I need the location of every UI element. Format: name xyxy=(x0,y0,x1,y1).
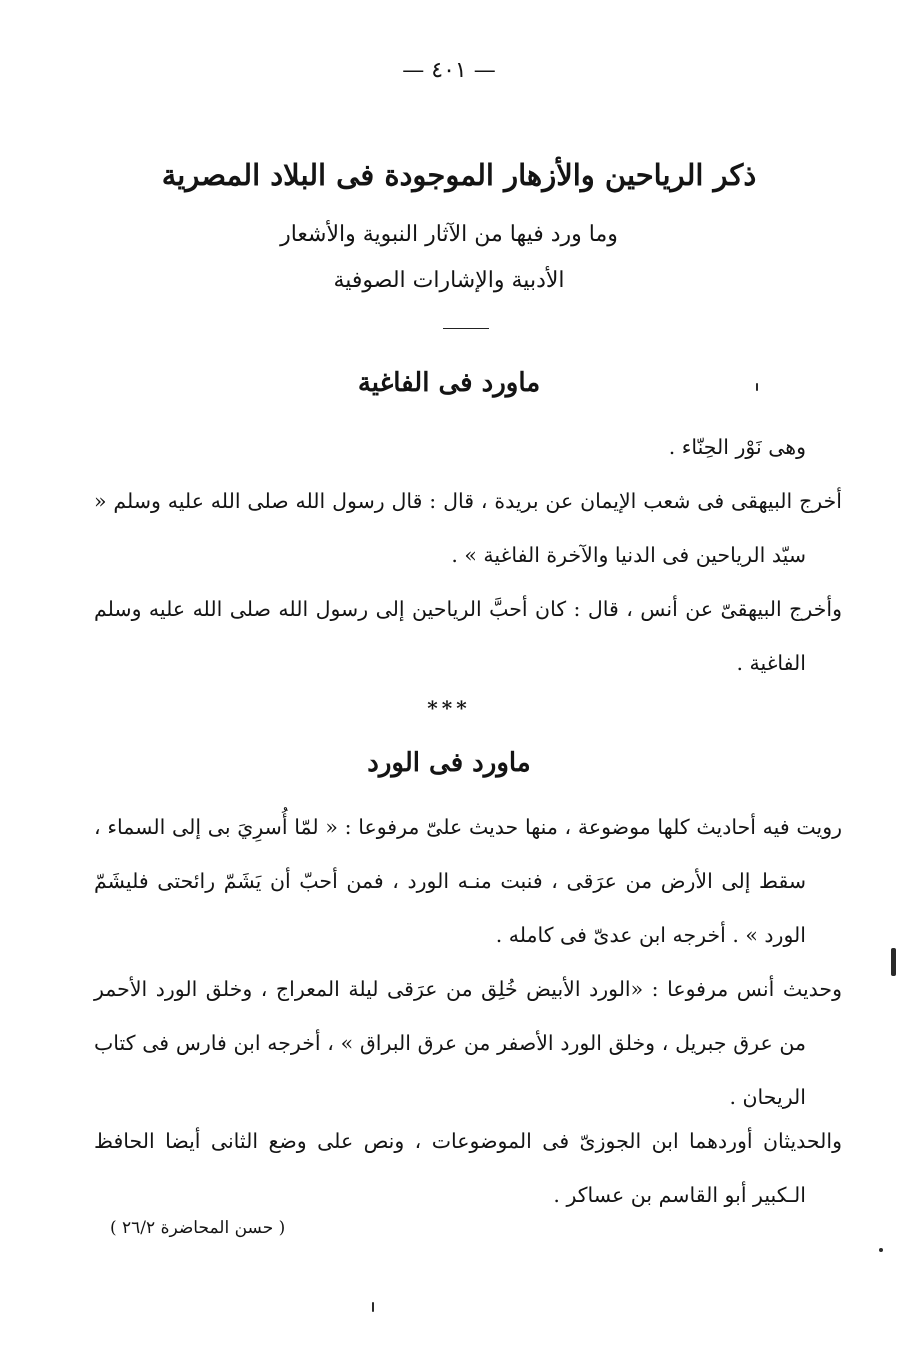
paragraph: وحديث أنس مرفوعا : «الورد الأبيض خُلِق من عرَقى ليلة المعراج ، وخلق الورد الأحمر من عرق جبريل ، وخلق الورد الأصفر من عرق البراق » ، أخرجه ابن فارس فى كتاب الريحان . xyxy=(94,977,842,1109)
paragraph: رويت فيه أحاديث كلها موضوعة ، منها حديث علىّ مرفوعا : « لمّا أُسرِيَ بى إلى السماء ، سقط إلى الأرض من عرَقى ، فنبت منـه الورد ، فمن أحبّ أن يَشَمّ رائحتى فليشَمّ الورد » . أخرجه ابن عدىّ فى كامله . xyxy=(94,815,842,947)
paragraph: وأخرج البيهقىّ عن أنس ، قال : كان أحبَّ الرياحين إلى رسول الله صلى الله عليه وسلم الفاغية . xyxy=(94,597,842,675)
scan-speck xyxy=(756,383,758,391)
paragraph: والحديثان أوردهما ابن الجوزىّ فى الموضوعات ، ونص على وضع الثانى أيضا الحافظ الـكبير أبو القاسم بن عساكر . xyxy=(94,1129,842,1207)
section-heading-ward: ماورد فى الورد xyxy=(367,748,531,778)
scan-speck xyxy=(372,1302,374,1312)
title-divider xyxy=(443,328,489,329)
paragraph: أخرج البيهقى فى شعب الإيمان عن بريدة ، قال : قال رسول الله صلى الله عليه وسلم « سيّد الرياحين فى الدنيا والآخرة الفاغية » . xyxy=(94,489,842,567)
section-separator-stars: *** xyxy=(427,696,471,720)
page-number: — ٤٠١ — xyxy=(402,58,496,83)
scan-speck xyxy=(891,948,896,976)
source-footnote: ( حسن المحاضرة ٢٦/٢ ) xyxy=(110,1218,286,1238)
section-heading-faghia: ماورد فى الفاغية xyxy=(357,368,541,398)
chapter-title: ذكر الرياحين والأزهار الموجودة فى البلاد المصرية xyxy=(161,158,757,192)
chapter-subtitle-line-1: وما ورد فيها من الآثار النبوية والأشعار xyxy=(280,222,618,247)
chapter-subtitle-line-2: الأدبية والإشارات الصوفية xyxy=(333,268,565,293)
scan-speck xyxy=(879,1248,883,1252)
paragraph: وهى نَوْر الحِنّاء . xyxy=(668,435,806,459)
